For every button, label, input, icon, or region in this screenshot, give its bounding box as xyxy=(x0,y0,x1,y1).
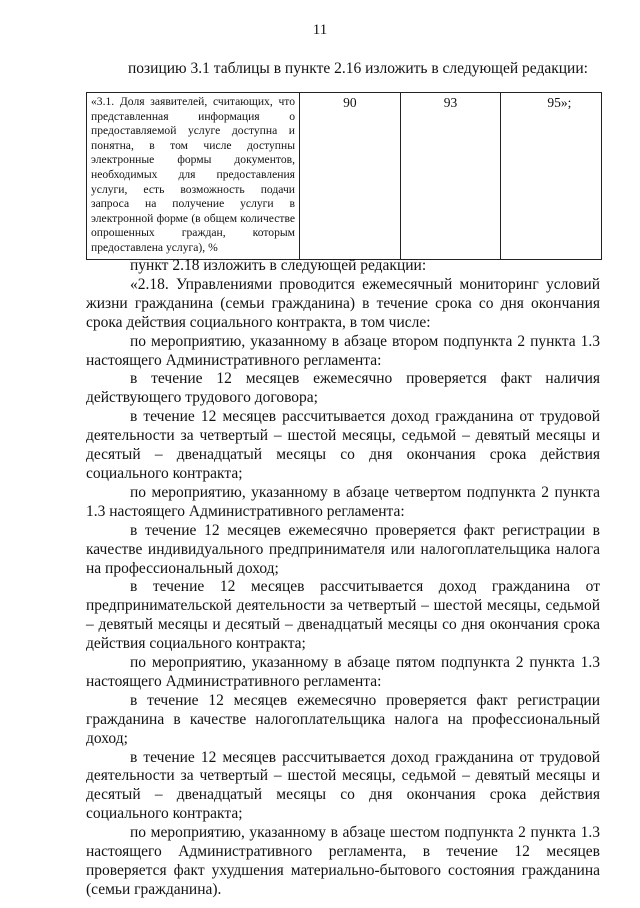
paragraph: по мероприятию, указанному в абзаце четвертом подпункта 2 пункта 1.3 настоящего Административного регламента: xyxy=(86,483,600,520)
page-number: 11 xyxy=(312,22,328,38)
table-cell-value-2: 93 xyxy=(400,93,501,260)
intro-line: позицию 3.1 таблицы в пункте 2.16 изложить в следующей редакции: xyxy=(128,60,588,77)
paragraph: в течение 12 месяцев рассчитывается доход гражданина от предпринимательской деятельности за четвертый – шестой месяцы, седьмой – девятый месяцы и десятый – двенадцатый месяцы со дня окончания срока действия социального контракта; xyxy=(86,578,600,653)
paragraph: в течение 12 месяцев ежемесячно проверяется факт наличия действующего трудового договора; xyxy=(86,370,600,407)
table-cell-value-3: 95»; xyxy=(501,93,602,260)
paragraph: в течение 12 месяцев ежемесячно проверяется факт регистрации гражданина в качестве налогоплательщика налога на профессиональный доход; xyxy=(86,691,600,747)
paragraph: в течение 12 месяцев рассчитывается доход гражданина от трудовой деятельности за четвертый – шестой месяцы, седьмой – девятый месяцы и десятый – двенадцатый месяцы со дня окончания срока действия социального контракта; xyxy=(86,748,600,823)
table-row xyxy=(87,93,602,260)
position-table xyxy=(86,92,602,260)
paragraph: по мероприятию, указанному в абзаце пятом подпункта 2 пункта 1.3 настоящего Административного регламента: xyxy=(86,654,600,690)
paragraph: в течение 12 месяцев ежемесячно проверяется факт регистрации в качестве индивидуального предпринимателя или налогоплательщика налога на профессиональный доход; xyxy=(86,521,600,577)
table-cell-value-1: 90 xyxy=(300,93,401,260)
table-cell-description: «3.1. Доля заявителей, считающих, что представленная информация о предоставляемой услуге доступна и понятна, в том числе доступны электронные формы документов, необходимых для предоставления услуги, есть возможность подачи запроса на получение услуги в электронной форме (в общем количестве опрошенных граждан, которым предоставлена услуга), % xyxy=(87,93,300,260)
paragraph: в течение 12 месяцев рассчитывается доход гражданина от трудовой деятельности за четвертый – шестой месяцы, седьмой – девятый месяцы и десятый – двенадцатый месяцы со дня окончания срока действия социального контракта; xyxy=(86,408,600,482)
body-text xyxy=(86,257,600,900)
paragraph: пункт 2.18 изложить в следующей редакции: xyxy=(130,257,427,274)
paragraph: «2.18. Управлениями проводится ежемесячный мониторинг условий жизни гражданина (семьи гражданина) в течение срока со дня окончания срока действия социального контракта, в том числе: xyxy=(86,275,600,331)
paragraph: по мероприятию, указанному в абзаце втором подпункта 2 пункта 1.3 настоящего Административного регламента: xyxy=(86,332,600,369)
paragraph: по мероприятию, указанному в абзаце шестом подпункта 2 пункта 1.3 настоящего Административного регламента, в течение 12 месяцев проверяется факт ухудшения материально-бытового состояния гражданина (семьи гражданина). xyxy=(86,824,600,898)
